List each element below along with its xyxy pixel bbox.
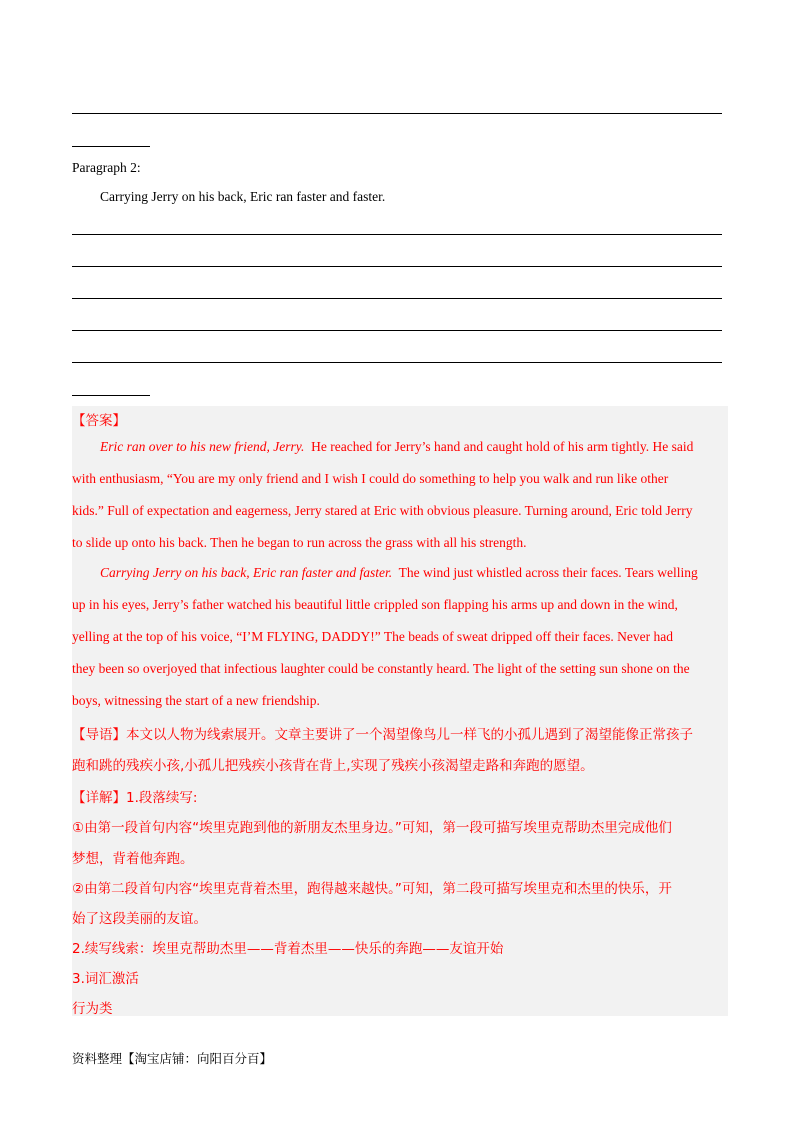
detail-item-4: 行为类 [72,1001,113,1017]
detail-line [72,786,728,806]
answer-paragraph-2-lead: Carrying Jerry on his back, Eric ran faster and faster. [100,565,393,580]
answer-paragraph-1-lead: Eric ran over to his new friend, Jerry. [100,439,305,454]
paragraph-2-opening: Carrying Jerry on his back, Eric ran faster and faster. [100,189,386,204]
detail-text: 梦想，背着他奔跑。 [72,851,194,867]
guide-text: 跑和跳的残疾小孩,小孤儿把残疾小孩背在背上,实现了残疾小孩渴望走路和奔跑的愿望。 [72,758,594,774]
detail-item-2: 2.续写线索：埃里克帮助杰里——背着杰里——快乐的奔跑——友谊开始 [72,941,504,957]
detail-item-3: 3.词汇激活 [72,971,139,987]
guide-text: 本文以人物为线索展开。文章主要讲了一个渴望像鸟儿一样飞的小孤儿遇到了渴望能像正常孩子 [126,727,693,743]
answer-heading: 【答案】 [72,413,126,429]
writing-line-end [72,146,150,147]
detail-item-1: 1.段落续写: [126,790,198,806]
detail-text: 始了这段美丽的友谊。 [72,911,207,927]
detail-heading: 【详解】 [72,790,126,806]
writing-line [72,234,722,235]
guide-line [72,723,728,743]
writing-line [72,266,722,267]
answer-text: yelling at the top of his voice, “I’M FLYING, DADDY!” The beads of sweat dripped off their faces. Never had [72,629,673,644]
paragraph-2-label: Paragraph 2: [72,160,141,175]
writing-line [72,362,722,363]
answer-text: He reached for Jerry’s hand and caught hold of his arm tightly. He said [304,439,694,454]
answer-paragraph-1-line [100,439,728,455]
answer-text: The wind just whistled across their faces. Tears welling [392,565,698,580]
writing-line [72,298,722,299]
answer-text: they been so overjoyed that infectious laughter could be constantly heard. The light of the setting sun shone on the [72,661,690,676]
footer-note: 资料整理【淘宝店铺：向阳百分百】 [72,1051,273,1066]
detail-text: ②由第二段首句内容“埃里克背着杰里，跑得越来越快。”可知，第二段可描写埃里克和杰里的快乐，开 [72,881,672,897]
writing-line [72,113,722,114]
answer-text: with enthusiasm, “You are my only friend and I wish I could do something to help you walk and run like other [72,471,669,486]
guide-heading: 【导语】 [72,727,126,743]
answer-text: to slide up onto his back. Then he began to run across the grass with all his strength. [72,535,527,550]
writing-line-end [72,395,150,396]
writing-line [72,330,722,331]
answer-text: boys, witnessing the start of a new friendship. [72,693,320,708]
answer-text: up in his eyes, Jerry’s father watched his beautiful little crippled son flapping his arms up and down in the wind, [72,597,678,612]
detail-text: ①由第一段首句内容“埃里克跑到他的新朋友杰里身边。”可知，第一段可描写埃里克帮助杰里完成他们 [72,820,672,836]
answer-paragraph-2-line [100,565,728,581]
answer-text: kids.” Full of expectation and eagerness, Jerry stared at Eric with obvious pleasure. Turning around, Eric told Jerry [72,503,693,518]
